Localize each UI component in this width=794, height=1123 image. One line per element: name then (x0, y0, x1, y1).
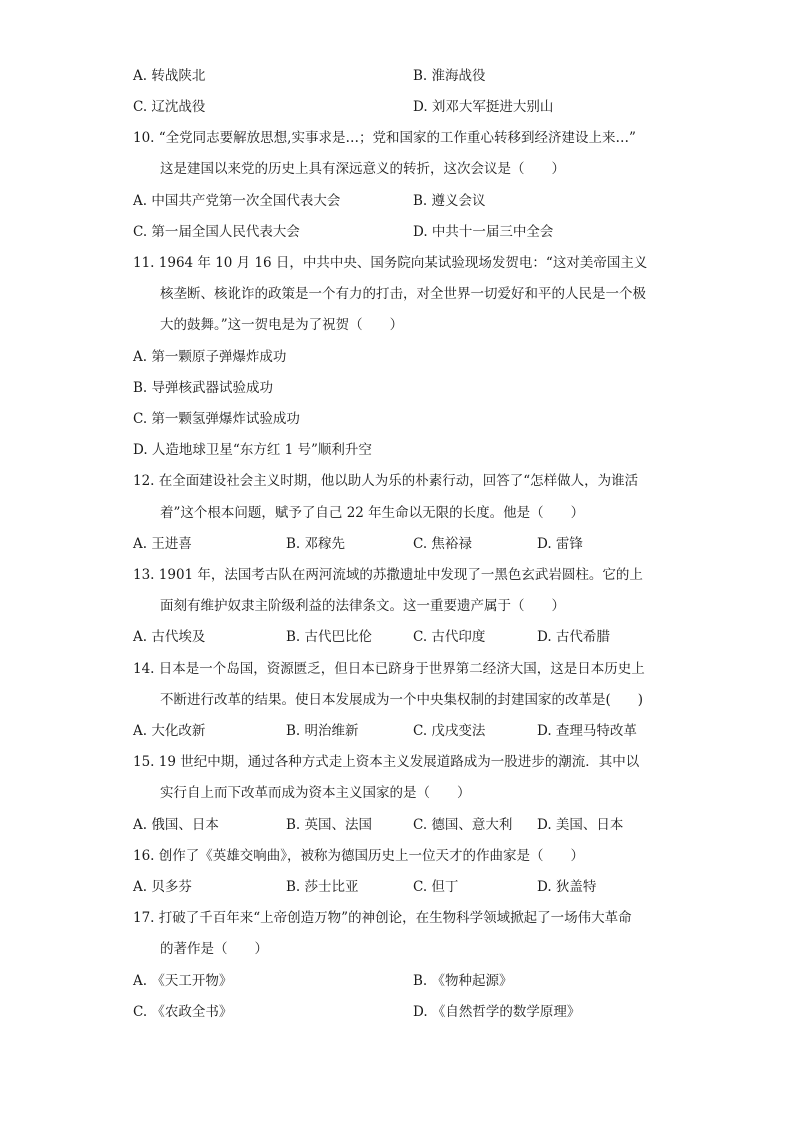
q16-option-b[interactable]: B. 莎士比亚 (286, 879, 359, 895)
q11-option-d[interactable]: D. 人造地球卫星“东方红 1 号”顺利升空 (133, 442, 372, 458)
q17-stem-line-1: 17. 打破了千百年来“上帝创造万物”的神创论，在生物科学领域掀起了一场伟大革命 (133, 910, 632, 926)
q13-option-d[interactable]: D. 古代希腊 (537, 629, 610, 645)
q11-option-b[interactable]: B. 导弹核武器试验成功 (133, 380, 274, 396)
q11-option-a[interactable]: A. 第一颗原子弹爆炸成功 (133, 349, 287, 365)
q15-option-a[interactable]: A. 俄国、日本 (133, 817, 219, 833)
q12-option-a[interactable]: A. 王进喜 (133, 536, 192, 552)
q15-stem-line-1: 15. 19 世纪中期，通过各种方式走上资本主义发展道路成为一股进步的潮流．其中以 (133, 754, 640, 770)
q14-option-c[interactable]: C. 戊戌变法 (413, 723, 486, 739)
q10-option-c[interactable]: C. 第一届全国人民代表大会 (133, 224, 300, 240)
q9-option-c[interactable]: C. 辽沈战役 (133, 99, 206, 115)
q16-stem-line-1: 16. 创作了《英雄交响曲》，被称为德国历史上一位天才的作曲家是（ ） (133, 848, 585, 864)
q9-option-d[interactable]: D. 刘邓大军挺进大别山 (413, 99, 554, 115)
q10-option-d[interactable]: D. 中共十一届三中全会 (413, 224, 554, 240)
q10-option-b[interactable]: B. 遵义会议 (413, 193, 486, 209)
q12-option-c[interactable]: C. 焦裕禄 (413, 536, 472, 552)
q9-option-a[interactable]: A. 转战陕北 (133, 68, 206, 84)
q14-option-b[interactable]: B. 明治维新 (286, 723, 359, 739)
q15-option-d[interactable]: D. 美国、日本 (537, 817, 624, 833)
q13-option-a[interactable]: A. 古代埃及 (133, 629, 206, 645)
q17-stem-line-2: 的著作是（ ） (160, 941, 268, 957)
q14-stem-line-2: 不断进行改革的结果。使日本发展成为一个中央集权制的封建国家的改革是( ) (160, 692, 644, 708)
q17-option-c[interactable]: C. 《农政全书》 (133, 1004, 233, 1020)
q12-option-b[interactable]: B. 邓稼先 (286, 536, 346, 552)
q11-option-c[interactable]: C. 第一颗氢弹爆炸试验成功 (133, 411, 300, 427)
q11-stem-line-1: 11. 1964 年 10 月 16 日，中共中央、国务院向某试验现场发贺电：“这对美帝国主义 (133, 255, 648, 271)
q11-stem-line-2: 核垄断、核讹诈的政策是一个有力的打击，对全世界一切爱好和平的人民是一个极 (160, 286, 646, 302)
q11-stem-line-3: 大的鼓舞。”这一贺电是为了祝贺（ ） (160, 317, 404, 333)
q13-stem-line-2: 面刻有维护奴隶主阶级利益的法律条文。这一重要遗产属于（ ） (160, 598, 565, 614)
q17-option-b[interactable]: B. 《物种起源》 (413, 973, 513, 989)
q16-option-a[interactable]: A. 贝多芬 (133, 879, 192, 895)
q13-option-c[interactable]: C. 古代印度 (413, 629, 486, 645)
q10-stem-line-2: 这是建国以来党的历史上具有深远意义的转折，这次会议是（ ） (160, 161, 565, 177)
q17-option-a[interactable]: A. 《天工开物》 (133, 973, 233, 989)
q14-option-a[interactable]: A. 大化改新 (133, 723, 206, 739)
q9-option-b[interactable]: B. 淮海战役 (413, 68, 486, 84)
q13-stem-line-1: 13. 1901 年，法国考古队在两河流域的苏撒遗址中发现了一黑色玄武岩圆柱。它的上 (133, 567, 643, 583)
q10-stem-line-1: 10. “全党同志要解放思想,实事求是…；党和国家的工作重心转移到经济建设上来…” (133, 130, 636, 146)
q10-option-a[interactable]: A. 中国共产党第一次全国代表大会 (133, 193, 341, 209)
q16-option-c[interactable]: C. 但丁 (413, 879, 459, 895)
q12-stem-line-1: 12. 在全面建设社会主义时期，他以助人为乐的朴素行动，回答了“怎样做人，为谁活 (133, 473, 639, 489)
q16-option-d[interactable]: D. 狄盖特 (537, 879, 597, 895)
q14-stem-line-1: 14. 日本是一个岛国，资源匮乏，但日本已跻身于世界第二经济大国，这是日本历史上 (133, 661, 645, 677)
q14-option-d[interactable]: D. 查理马特改革 (537, 723, 637, 739)
q13-option-b[interactable]: B. 古代巴比伦 (286, 629, 373, 645)
q17-option-d[interactable]: D. 《自然哲学的数学原理》 (413, 1004, 581, 1020)
q12-stem-line-2: 着”这个根本问题，赋予了自己 22 年生命以无限的长度。他是（ ） (160, 505, 585, 521)
q15-option-b[interactable]: B. 英国、法国 (286, 817, 373, 833)
q15-stem-line-2: 实行自上而下改革而成为资本主义国家的是（ ） (160, 785, 471, 801)
q12-option-d[interactable]: D. 雷锋 (537, 536, 583, 552)
q15-option-c[interactable]: C. 德国、意大利 (413, 817, 513, 833)
